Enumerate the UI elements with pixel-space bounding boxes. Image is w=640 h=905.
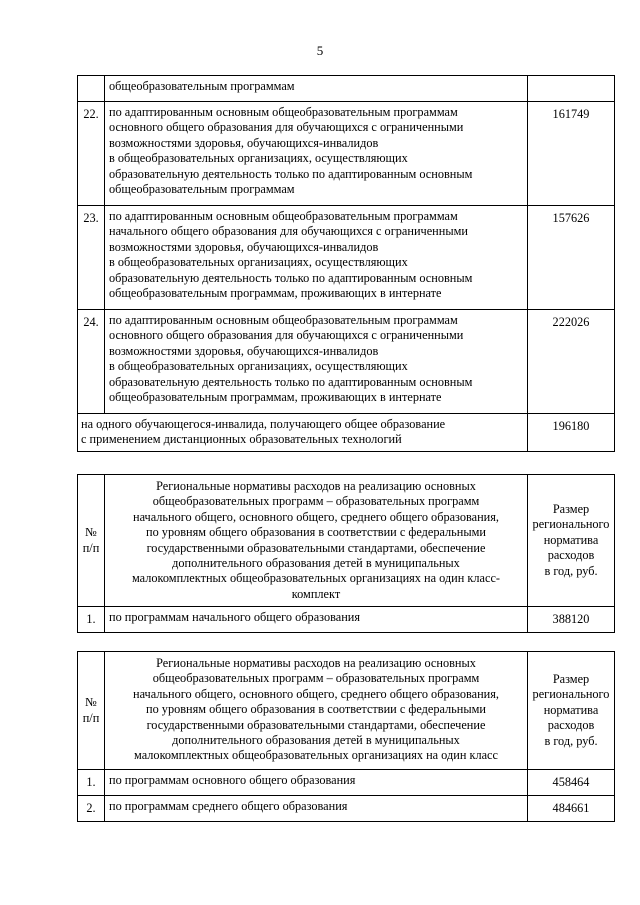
header-line: общеобразовательных программ – образовательных программ <box>152 671 480 686</box>
row-description <box>105 76 528 102</box>
header-line: в год, руб. <box>544 733 598 748</box>
header-line: начального общего, основного общего, среднего общего образования, <box>133 686 499 701</box>
header-line: в год, руб. <box>544 563 598 578</box>
description-line: по адаптированным основным общеобразовательным программам <box>109 105 458 119</box>
row-description: по программам среднего общего образования <box>105 796 528 822</box>
row-number: 2. <box>78 796 105 822</box>
row-number: 22. <box>78 102 105 206</box>
table-row <box>78 102 615 206</box>
header-line: государственными образовательными стандартами, обеспечение <box>146 717 486 732</box>
description-line: образовательную деятельность только по адаптированным основным <box>109 374 473 389</box>
header-line: Размер <box>552 501 590 516</box>
header-line: № <box>85 695 97 710</box>
description-line: по адаптированным основным общеобразовательным программам <box>109 209 458 223</box>
header-line: регионального <box>532 517 610 532</box>
header-line: норматива <box>543 702 599 717</box>
row-description: по программам основного общего образования <box>105 770 528 796</box>
norms-table-small-schools-per-class-set <box>77 474 615 633</box>
header-line: норматива <box>543 532 599 547</box>
table-row <box>78 206 615 310</box>
row-number: 1. <box>78 607 105 633</box>
description-line: начального общего образования для обучающихся с ограниченными <box>109 224 468 239</box>
table-row <box>78 796 615 822</box>
header-line: по уровням общего образования в соответствии с федеральными <box>146 525 486 540</box>
header-line: № <box>85 525 97 540</box>
norms-table-small-schools-per-class <box>77 651 615 822</box>
description-line: на одного обучающегося-инвалида, получающего общее образование <box>81 417 446 431</box>
description-line: общеобразовательным программам <box>109 182 295 197</box>
description-line: образовательную деятельность только по адаптированным основным <box>109 270 473 285</box>
table-row <box>78 310 615 414</box>
table-row <box>78 770 615 796</box>
description-line: в общеобразовательных организациях, осуществляющих <box>109 255 408 270</box>
row-value: 484661 <box>528 796 615 822</box>
description-line: возможностями здоровья, обучающихся-инвалидов <box>109 343 379 358</box>
description-line: общеобразовательным программам, проживающих в интернате <box>109 286 442 301</box>
table-header-row <box>78 652 615 770</box>
row-value: 161749 <box>528 102 615 206</box>
row-value: 157626 <box>528 206 615 310</box>
page-number: 5 <box>316 43 324 58</box>
header-value <box>528 652 615 770</box>
header-line: п/п <box>82 540 100 555</box>
table-row <box>78 76 615 102</box>
row-number: 24. <box>78 310 105 414</box>
row-value-cell <box>528 76 615 102</box>
header-line: расходов <box>547 548 595 563</box>
total-description <box>78 414 528 452</box>
header-line: регионального <box>532 687 610 702</box>
header-line: дополнительного образования детей в муниципальных <box>172 733 460 748</box>
norms-table-continued <box>77 75 615 452</box>
header-line: малокомплектных общеобразовательных организациях на один класс <box>134 748 498 763</box>
description-line: по адаптированным основным общеобразовательным программам <box>109 313 458 327</box>
description-line: основного общего образования для обучающихся с ограниченными <box>109 120 464 135</box>
row-number: 23. <box>78 206 105 310</box>
row-description <box>105 102 528 206</box>
header-line: расходов <box>547 718 595 733</box>
row-description: по программам начального общего образования <box>105 607 528 633</box>
description-line: в общеобразовательных организациях, осуществляющих <box>109 359 408 374</box>
header-title <box>105 652 528 770</box>
header-line: комплект <box>291 586 341 601</box>
row-description <box>105 310 528 414</box>
header-line: общеобразовательных программ – образовательных программ <box>152 494 480 509</box>
row-number-cell <box>78 76 105 102</box>
header-line: по уровням общего образования в соответствии с федеральными <box>146 702 486 717</box>
description-line: основного общего образования для обучающихся с ограниченными <box>109 328 464 343</box>
description-line: общеобразовательным программам <box>109 79 295 93</box>
header-line: Региональные нормативы расходов на реализацию основных <box>156 656 476 670</box>
description-line: в общеобразовательных организациях, осуществляющих <box>109 151 408 166</box>
description-line: с применением дистанционных образовательных технологий <box>81 432 402 447</box>
header-line: Размер <box>552 671 590 686</box>
table-row <box>78 607 615 633</box>
description-line: образовательную деятельность только по адаптированным основным <box>109 166 473 181</box>
description-line: возможностями здоровья, обучающихся-инвалидов <box>109 239 379 254</box>
header-line: дополнительного образования детей в муниципальных <box>172 556 460 571</box>
header-line: Региональные нормативы расходов на реализацию основных <box>156 479 476 493</box>
total-value: 196180 <box>528 414 615 452</box>
header-value <box>528 475 615 607</box>
header-line: начального общего, основного общего, среднего общего образования, <box>133 509 499 524</box>
description-line: возможностями здоровья, обучающихся-инвалидов <box>109 135 379 150</box>
header-line: государственными образовательными стандартами, обеспечение <box>146 540 486 555</box>
description-line: общеобразовательным программам, проживающих в интернате <box>109 390 442 405</box>
header-number <box>78 652 105 770</box>
total-row <box>78 414 615 452</box>
row-value: 388120 <box>528 607 615 633</box>
header-title <box>105 475 528 607</box>
header-line: п/п <box>82 710 100 725</box>
table-header-row <box>78 475 615 607</box>
row-description <box>105 206 528 310</box>
header-line: малокомплектных общеобразовательных организациях на один класс- <box>131 571 501 586</box>
row-number: 1. <box>78 770 105 796</box>
row-value: 222026 <box>528 310 615 414</box>
header-number <box>78 475 105 607</box>
row-value: 458464 <box>528 770 615 796</box>
